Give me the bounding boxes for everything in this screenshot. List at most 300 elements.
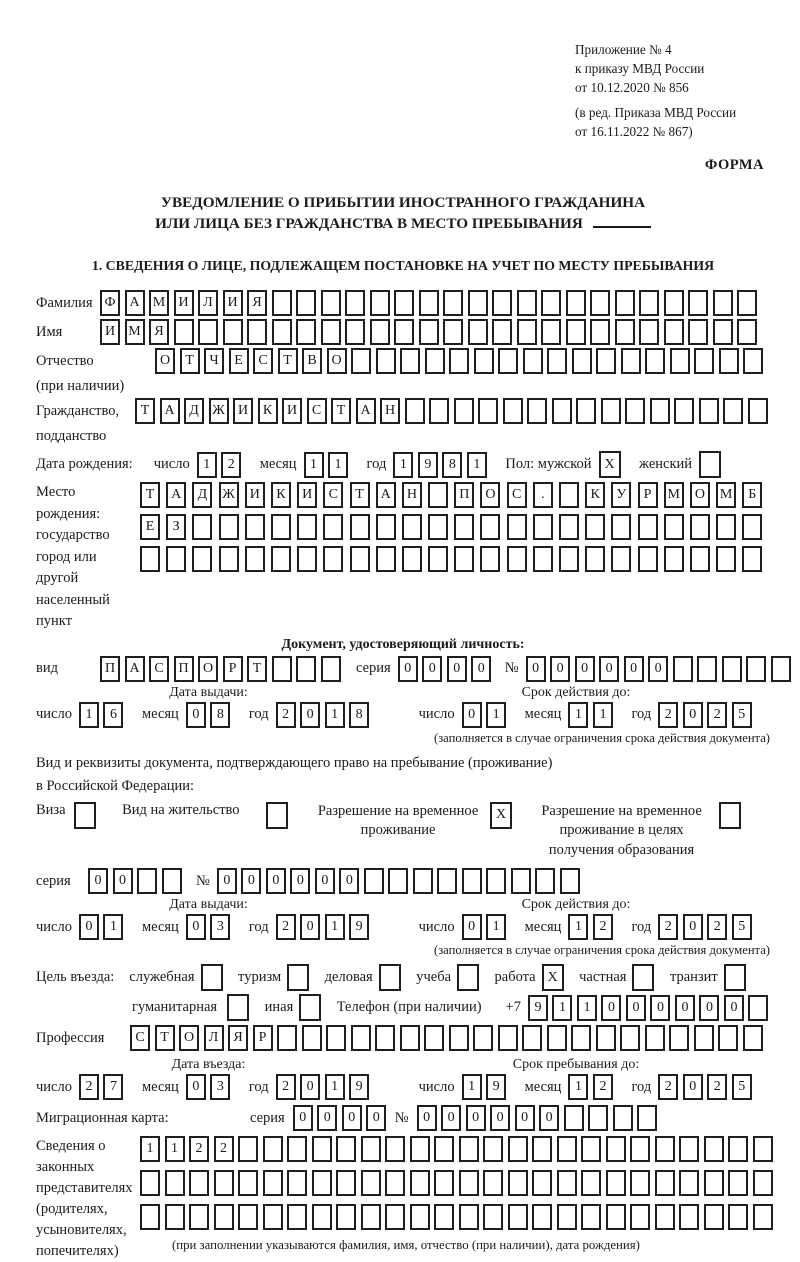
char-box[interactable] <box>454 514 474 540</box>
checkbox-cell[interactable] <box>299 994 321 1021</box>
char-box[interactable] <box>271 546 291 572</box>
char-box[interactable] <box>137 868 157 894</box>
char-box[interactable]: 1 <box>325 914 345 940</box>
char-box[interactable] <box>541 319 561 345</box>
char-box[interactable]: Р <box>223 656 243 682</box>
char-box[interactable] <box>688 319 708 345</box>
char-box[interactable]: 0 <box>683 702 703 728</box>
char-box[interactable]: И <box>245 482 265 508</box>
char-box[interactable] <box>140 1170 160 1196</box>
checkbox-cell[interactable]: X <box>490 802 512 829</box>
char-box[interactable] <box>443 319 463 345</box>
checkbox-cell[interactable] <box>227 994 249 1021</box>
char-box[interactable] <box>361 1204 381 1230</box>
char-box[interactable] <box>385 1170 405 1196</box>
char-box[interactable] <box>425 348 445 374</box>
char-box[interactable]: Т <box>278 348 298 374</box>
char-box[interactable] <box>419 290 439 316</box>
char-box[interactable]: 0 <box>462 702 482 728</box>
char-box[interactable] <box>483 1136 503 1162</box>
char-box[interactable] <box>559 546 579 572</box>
char-box[interactable]: 2 <box>221 452 241 478</box>
char-box[interactable] <box>679 1204 699 1230</box>
char-box[interactable] <box>394 290 414 316</box>
char-box[interactable] <box>498 348 518 374</box>
char-box[interactable] <box>214 1170 234 1196</box>
char-box[interactable]: 2 <box>593 1074 613 1100</box>
char-box[interactable] <box>429 398 449 424</box>
char-box[interactable] <box>410 1136 430 1162</box>
char-box[interactable] <box>581 1204 601 1230</box>
char-box[interactable] <box>748 995 768 1021</box>
char-box[interactable]: 2 <box>658 1074 678 1100</box>
char-box[interactable] <box>174 319 194 345</box>
char-box[interactable]: 6 <box>103 702 123 728</box>
char-box[interactable]: 0 <box>241 868 261 894</box>
char-box[interactable] <box>263 1136 283 1162</box>
char-box[interactable] <box>459 1204 479 1230</box>
char-box[interactable] <box>375 1025 395 1051</box>
checkbox-cell[interactable] <box>457 964 479 991</box>
char-box[interactable] <box>345 319 365 345</box>
char-box[interactable]: 0 <box>186 914 206 940</box>
char-box[interactable]: 1 <box>568 702 588 728</box>
char-box[interactable] <box>189 1170 209 1196</box>
char-box[interactable] <box>748 398 768 424</box>
char-box[interactable] <box>694 1025 714 1051</box>
char-box[interactable] <box>351 348 371 374</box>
char-box[interactable]: 0 <box>417 1105 437 1131</box>
char-box[interactable] <box>336 1204 356 1230</box>
char-box[interactable]: 1 <box>165 1136 185 1162</box>
char-box[interactable] <box>297 546 317 572</box>
char-box[interactable]: С <box>323 482 343 508</box>
char-box[interactable]: 0 <box>186 1074 206 1100</box>
char-box[interactable] <box>443 290 463 316</box>
char-box[interactable]: 2 <box>189 1136 209 1162</box>
char-box[interactable] <box>625 398 645 424</box>
char-box[interactable]: 0 <box>526 656 546 682</box>
char-box[interactable]: 2 <box>658 702 678 728</box>
char-box[interactable] <box>486 868 506 894</box>
char-box[interactable]: П <box>100 656 120 682</box>
char-box[interactable]: 1 <box>79 702 99 728</box>
char-box[interactable]: 0 <box>515 1105 535 1131</box>
char-box[interactable] <box>743 1025 763 1051</box>
char-box[interactable]: Ч <box>204 348 224 374</box>
char-box[interactable]: Т <box>140 482 160 508</box>
char-box[interactable]: 2 <box>79 1074 99 1100</box>
char-box[interactable]: Т <box>155 1025 175 1051</box>
char-box[interactable]: И <box>174 290 194 316</box>
char-box[interactable] <box>297 514 317 540</box>
char-box[interactable] <box>462 868 482 894</box>
char-box[interactable] <box>400 1025 420 1051</box>
char-box[interactable] <box>400 348 420 374</box>
char-box[interactable] <box>287 1204 307 1230</box>
char-box[interactable] <box>630 1170 650 1196</box>
char-box[interactable] <box>615 319 635 345</box>
char-box[interactable] <box>238 1136 258 1162</box>
char-box[interactable] <box>606 1170 626 1196</box>
char-box[interactable] <box>165 1170 185 1196</box>
char-box[interactable]: К <box>258 398 278 424</box>
char-box[interactable] <box>630 1204 650 1230</box>
char-box[interactable] <box>454 398 474 424</box>
char-box[interactable] <box>271 514 291 540</box>
char-box[interactable] <box>459 1136 479 1162</box>
char-box[interactable]: 0 <box>650 995 670 1021</box>
char-box[interactable]: 1 <box>467 452 487 478</box>
char-box[interactable] <box>679 1136 699 1162</box>
char-box[interactable]: А <box>356 398 376 424</box>
char-box[interactable] <box>669 1025 689 1051</box>
char-box[interactable] <box>405 398 425 424</box>
char-box[interactable] <box>361 1136 381 1162</box>
char-box[interactable] <box>596 1025 616 1051</box>
char-box[interactable]: И <box>297 482 317 508</box>
checkbox-cell[interactable] <box>287 964 309 991</box>
char-box[interactable]: 2 <box>707 1074 727 1100</box>
char-box[interactable] <box>192 514 212 540</box>
char-box[interactable] <box>263 1204 283 1230</box>
char-box[interactable] <box>532 1136 552 1162</box>
char-box[interactable]: 0 <box>724 995 744 1021</box>
char-box[interactable] <box>370 290 390 316</box>
char-box[interactable] <box>503 398 523 424</box>
char-box[interactable]: С <box>507 482 527 508</box>
char-box[interactable]: 0 <box>339 868 359 894</box>
char-box[interactable]: 1 <box>568 914 588 940</box>
char-box[interactable] <box>533 514 553 540</box>
char-box[interactable] <box>140 546 160 572</box>
char-box[interactable] <box>361 1170 381 1196</box>
char-box[interactable] <box>165 1204 185 1230</box>
char-box[interactable] <box>351 1025 371 1051</box>
char-box[interactable] <box>566 290 586 316</box>
char-box[interactable]: Т <box>247 656 267 682</box>
char-box[interactable] <box>296 319 316 345</box>
char-box[interactable]: З <box>166 514 186 540</box>
char-box[interactable] <box>606 1136 626 1162</box>
char-box[interactable]: 0 <box>300 914 320 940</box>
char-box[interactable]: С <box>130 1025 150 1051</box>
char-box[interactable]: Ф <box>100 290 120 316</box>
char-box[interactable]: 0 <box>447 656 467 682</box>
char-box[interactable] <box>492 319 512 345</box>
char-box[interactable] <box>336 1136 356 1162</box>
char-box[interactable] <box>272 656 292 682</box>
char-box[interactable] <box>511 868 531 894</box>
char-box[interactable] <box>527 398 547 424</box>
char-box[interactable]: Л <box>204 1025 224 1051</box>
char-box[interactable]: И <box>233 398 253 424</box>
char-box[interactable] <box>350 514 370 540</box>
char-box[interactable] <box>376 546 396 572</box>
char-box[interactable]: Ж <box>209 398 229 424</box>
char-box[interactable] <box>410 1170 430 1196</box>
char-box[interactable] <box>581 1136 601 1162</box>
char-box[interactable] <box>532 1204 552 1230</box>
char-box[interactable] <box>639 290 659 316</box>
char-box[interactable] <box>140 1204 160 1230</box>
char-box[interactable]: М <box>664 482 684 508</box>
char-box[interactable] <box>713 319 733 345</box>
char-box[interactable] <box>326 1025 346 1051</box>
char-box[interactable]: 0 <box>342 1105 362 1131</box>
checkbox-cell[interactable] <box>719 802 741 829</box>
char-box[interactable] <box>704 1204 724 1230</box>
char-box[interactable]: А <box>160 398 180 424</box>
char-box[interactable]: 0 <box>315 868 335 894</box>
checkbox-cell[interactable] <box>724 964 746 991</box>
char-box[interactable]: 0 <box>366 1105 386 1131</box>
char-box[interactable]: 1 <box>103 914 123 940</box>
char-box[interactable] <box>611 546 631 572</box>
char-box[interactable]: Д <box>184 398 204 424</box>
char-box[interactable]: 5 <box>732 1074 752 1100</box>
char-box[interactable] <box>630 1136 650 1162</box>
char-box[interactable] <box>214 1204 234 1230</box>
char-box[interactable] <box>713 290 733 316</box>
char-box[interactable] <box>498 1025 518 1051</box>
char-box[interactable] <box>620 1025 640 1051</box>
char-box[interactable]: К <box>271 482 291 508</box>
char-box[interactable] <box>468 290 488 316</box>
char-box[interactable] <box>345 290 365 316</box>
char-box[interactable]: Я <box>247 290 267 316</box>
char-box[interactable] <box>189 1204 209 1230</box>
char-box[interactable]: 3 <box>210 1074 230 1100</box>
checkbox-cell[interactable] <box>699 451 721 478</box>
char-box[interactable] <box>723 398 743 424</box>
char-box[interactable]: 2 <box>276 702 296 728</box>
checkbox-cell[interactable]: X <box>542 964 564 991</box>
char-box[interactable] <box>655 1136 675 1162</box>
char-box[interactable] <box>753 1204 773 1230</box>
char-box[interactable] <box>272 319 292 345</box>
char-box[interactable]: 2 <box>707 702 727 728</box>
char-box[interactable] <box>517 290 537 316</box>
char-box[interactable] <box>277 1025 297 1051</box>
char-box[interactable]: С <box>253 348 273 374</box>
char-box[interactable]: . <box>533 482 553 508</box>
char-box[interactable]: 0 <box>601 995 621 1021</box>
char-box[interactable]: 2 <box>707 914 727 940</box>
char-box[interactable]: А <box>376 482 396 508</box>
char-box[interactable]: 0 <box>626 995 646 1021</box>
char-box[interactable] <box>742 546 762 572</box>
char-box[interactable] <box>419 319 439 345</box>
char-box[interactable]: 0 <box>290 868 310 894</box>
char-box[interactable]: 9 <box>418 452 438 478</box>
char-box[interactable]: Н <box>380 398 400 424</box>
char-box[interactable] <box>606 1204 626 1230</box>
char-box[interactable] <box>296 656 316 682</box>
char-box[interactable] <box>694 348 714 374</box>
char-box[interactable] <box>601 398 621 424</box>
char-box[interactable] <box>664 546 684 572</box>
char-box[interactable]: 9 <box>349 1074 369 1100</box>
char-box[interactable] <box>655 1204 675 1230</box>
char-box[interactable] <box>376 348 396 374</box>
char-box[interactable] <box>428 482 448 508</box>
char-box[interactable]: У <box>611 482 631 508</box>
char-box[interactable]: 0 <box>471 656 491 682</box>
char-box[interactable]: Я <box>228 1025 248 1051</box>
char-box[interactable] <box>746 656 766 682</box>
char-box[interactable] <box>596 348 616 374</box>
char-box[interactable]: 1 <box>486 914 506 940</box>
checkbox-cell[interactable] <box>632 964 654 991</box>
char-box[interactable] <box>728 1170 748 1196</box>
char-box[interactable] <box>697 656 717 682</box>
char-box[interactable] <box>312 1136 332 1162</box>
char-box[interactable]: 0 <box>186 702 206 728</box>
char-box[interactable]: Л <box>198 290 218 316</box>
char-box[interactable]: 1 <box>393 452 413 478</box>
char-box[interactable]: И <box>100 319 120 345</box>
char-box[interactable]: И <box>282 398 302 424</box>
char-box[interactable]: 1 <box>552 995 572 1021</box>
char-box[interactable] <box>508 1204 528 1230</box>
char-box[interactable] <box>413 868 433 894</box>
char-box[interactable] <box>321 319 341 345</box>
char-box[interactable] <box>272 290 292 316</box>
char-box[interactable]: 0 <box>266 868 286 894</box>
char-box[interactable] <box>302 1025 322 1051</box>
char-box[interactable] <box>517 319 537 345</box>
char-box[interactable]: 1 <box>325 702 345 728</box>
char-box[interactable] <box>704 1170 724 1196</box>
char-box[interactable] <box>454 546 474 572</box>
checkbox-cell[interactable] <box>201 964 223 991</box>
char-box[interactable]: Н <box>402 482 422 508</box>
char-box[interactable]: 0 <box>648 656 668 682</box>
char-box[interactable] <box>434 1170 454 1196</box>
char-box[interactable] <box>737 290 757 316</box>
char-box[interactable] <box>557 1204 577 1230</box>
char-box[interactable]: 1 <box>140 1136 160 1162</box>
char-box[interactable] <box>287 1170 307 1196</box>
char-box[interactable]: П <box>454 482 474 508</box>
char-box[interactable] <box>192 546 212 572</box>
char-box[interactable]: 0 <box>539 1105 559 1131</box>
char-box[interactable] <box>753 1136 773 1162</box>
char-box[interactable] <box>245 514 265 540</box>
char-box[interactable] <box>385 1204 405 1230</box>
char-box[interactable] <box>394 319 414 345</box>
char-box[interactable] <box>166 546 186 572</box>
char-box[interactable] <box>323 546 343 572</box>
char-box[interactable] <box>613 1105 633 1131</box>
char-box[interactable] <box>492 290 512 316</box>
char-box[interactable] <box>557 1170 577 1196</box>
char-box[interactable] <box>560 868 580 894</box>
char-box[interactable]: Р <box>253 1025 273 1051</box>
char-box[interactable] <box>728 1136 748 1162</box>
char-box[interactable] <box>664 514 684 540</box>
char-box[interactable]: М <box>149 290 169 316</box>
char-box[interactable] <box>219 546 239 572</box>
char-box[interactable] <box>522 1025 542 1051</box>
char-box[interactable] <box>238 1204 258 1230</box>
char-box[interactable]: 7 <box>103 1074 123 1100</box>
char-box[interactable] <box>722 656 742 682</box>
char-box[interactable] <box>679 1170 699 1196</box>
char-box[interactable]: В <box>302 348 322 374</box>
char-box[interactable] <box>638 546 658 572</box>
char-box[interactable] <box>639 319 659 345</box>
char-box[interactable] <box>564 1105 584 1131</box>
char-box[interactable]: А <box>125 290 145 316</box>
char-box[interactable] <box>296 290 316 316</box>
char-box[interactable]: 1 <box>486 702 506 728</box>
char-box[interactable] <box>590 290 610 316</box>
char-box[interactable] <box>483 1204 503 1230</box>
char-box[interactable]: И <box>223 290 243 316</box>
char-box[interactable]: 1 <box>325 1074 345 1100</box>
char-box[interactable] <box>645 348 665 374</box>
char-box[interactable]: 0 <box>293 1105 313 1131</box>
char-box[interactable] <box>699 398 719 424</box>
char-box[interactable] <box>588 1105 608 1131</box>
char-box[interactable]: Т <box>180 348 200 374</box>
char-box[interactable] <box>245 546 265 572</box>
char-box[interactable] <box>674 398 694 424</box>
char-box[interactable] <box>507 514 527 540</box>
char-box[interactable]: Я <box>149 319 169 345</box>
char-box[interactable]: 8 <box>349 702 369 728</box>
char-box[interactable]: 0 <box>422 656 442 682</box>
checkbox-cell[interactable] <box>379 964 401 991</box>
char-box[interactable] <box>742 514 762 540</box>
char-box[interactable] <box>238 1170 258 1196</box>
char-box[interactable]: 1 <box>304 452 324 478</box>
char-box[interactable] <box>364 868 384 894</box>
char-box[interactable] <box>716 546 736 572</box>
char-box[interactable] <box>576 398 596 424</box>
char-box[interactable] <box>590 319 610 345</box>
char-box[interactable] <box>321 290 341 316</box>
char-box[interactable] <box>323 514 343 540</box>
char-box[interactable] <box>219 514 239 540</box>
char-box[interactable]: 0 <box>300 702 320 728</box>
char-box[interactable] <box>263 1170 283 1196</box>
char-box[interactable] <box>673 656 693 682</box>
char-box[interactable]: Т <box>350 482 370 508</box>
char-box[interactable] <box>312 1170 332 1196</box>
char-box[interactable] <box>350 546 370 572</box>
char-box[interactable] <box>541 290 561 316</box>
char-box[interactable]: 0 <box>398 656 418 682</box>
char-box[interactable] <box>559 514 579 540</box>
char-box[interactable]: М <box>125 319 145 345</box>
char-box[interactable] <box>637 1105 657 1131</box>
char-box[interactable]: А <box>166 482 186 508</box>
char-box[interactable]: Р <box>638 482 658 508</box>
char-box[interactable]: 0 <box>683 914 703 940</box>
char-box[interactable]: 1 <box>197 452 217 478</box>
char-box[interactable]: 0 <box>113 868 133 894</box>
char-box[interactable] <box>728 1204 748 1230</box>
char-box[interactable] <box>650 398 670 424</box>
char-box[interactable] <box>428 514 448 540</box>
char-box[interactable] <box>571 1025 591 1051</box>
char-box[interactable]: 0 <box>699 995 719 1021</box>
char-box[interactable] <box>223 319 243 345</box>
char-box[interactable]: 3 <box>210 914 230 940</box>
